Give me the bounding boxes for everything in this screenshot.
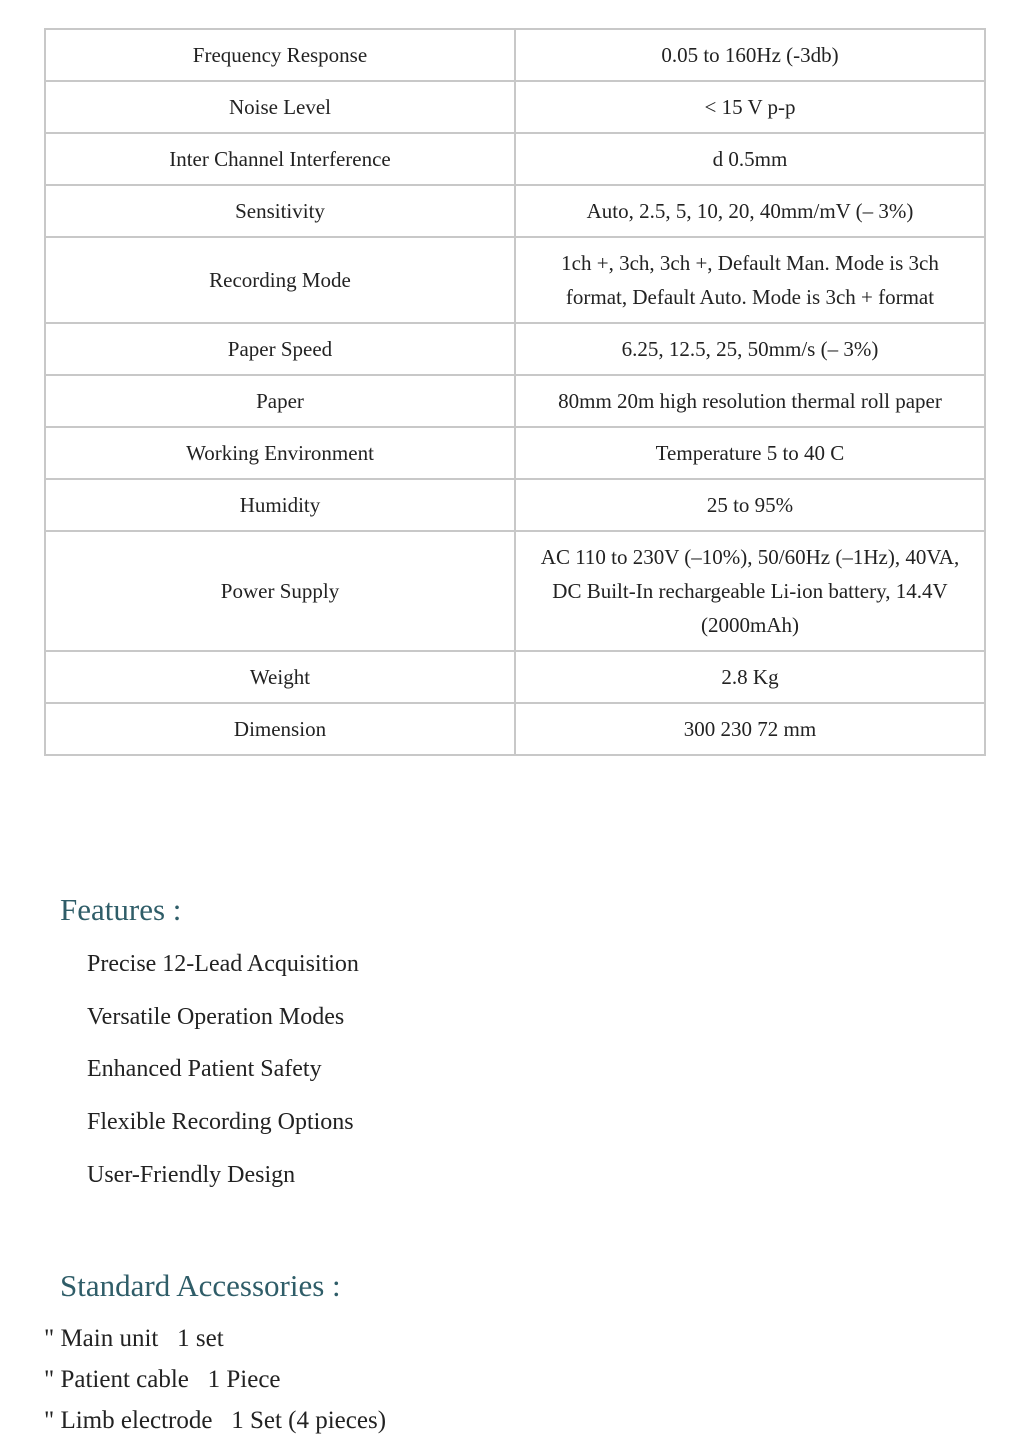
- spec-row: [45, 81, 985, 133]
- spec-parameter: Weight: [45, 651, 515, 703]
- spec-parameter: Inter Channel Interference: [45, 133, 515, 185]
- spec-value: 80mm 20m high resolution thermal roll paper: [515, 375, 985, 427]
- spec-row: [45, 323, 985, 375]
- accessory-item: " Main unit 1 set: [44, 1325, 224, 1352]
- spec-value: d 0.5mm: [515, 133, 985, 185]
- spec-parameter: Power Supply: [45, 531, 515, 651]
- spec-value: AC 110 to 230V (–10%), 50/60Hz (–1Hz), 40VA, DC Built-In rechargeable Li-ion battery, 14.4V (2000mAh): [515, 531, 985, 651]
- spec-parameter: Paper Speed: [45, 323, 515, 375]
- feature-item: User-Friendly Design: [87, 1161, 296, 1188]
- spec-value: 6.25, 12.5, 25, 50mm/s (– 3%): [515, 323, 985, 375]
- spec-value: < 15 V p-p: [515, 81, 985, 133]
- spec-row: [45, 479, 985, 531]
- accessories-list: [44, 1320, 386, 1443]
- spec-parameter: Paper: [45, 375, 515, 427]
- accessory-item: " Patient cable 1 Piece: [44, 1366, 281, 1393]
- feature-item: Precise 12-Lead Acquisition: [87, 951, 359, 977]
- features-heading: Features :: [60, 892, 182, 927]
- spec-row: [45, 427, 985, 479]
- spec-parameter: Dimension: [45, 703, 515, 755]
- spec-value: 0.05 to 160Hz (-3db): [515, 29, 985, 81]
- spec-value: 1ch +, 3ch, 3ch +, Default Man. Mode is 3ch format, Default Auto. Mode is 3ch + format: [515, 237, 985, 323]
- spec-row: [45, 133, 985, 185]
- spec-value: 2.8 Kg: [515, 651, 985, 703]
- spec-value: Temperature 5 to 40 C: [515, 427, 985, 479]
- spec-parameter: Noise Level: [45, 81, 515, 133]
- feature-item: Enhanced Patient Safety: [87, 1056, 322, 1083]
- feature-item: Flexible Recording Options: [87, 1109, 354, 1136]
- spec-row: [45, 531, 985, 651]
- spec-row: [45, 651, 985, 703]
- spec-parameter: Working Environment: [45, 427, 515, 479]
- spec-row: [45, 237, 985, 323]
- spec-row: [45, 185, 985, 237]
- spec-row: [45, 375, 985, 427]
- spec-row: [45, 703, 985, 755]
- spec-value: 300 230 72 mm: [515, 703, 985, 755]
- features-list: [87, 945, 359, 1208]
- specifications-table: [44, 28, 986, 756]
- spec-value: Auto, 2.5, 5, 10, 20, 40mm/mV (– 3%): [515, 185, 985, 237]
- feature-item: Versatile Operation Modes: [87, 1003, 345, 1030]
- spec-parameter: Sensitivity: [45, 185, 515, 237]
- spec-row: [45, 29, 985, 81]
- accessory-item: " Limb electrode 1 Set (4 pieces): [44, 1407, 387, 1434]
- spec-parameter: Recording Mode: [45, 237, 515, 323]
- spec-parameter: Frequency Response: [45, 29, 515, 81]
- accessories-heading: Standard Accessories :: [60, 1268, 341, 1303]
- spec-parameter: Humidity: [45, 479, 515, 531]
- spec-value: 25 to 95%: [515, 479, 985, 531]
